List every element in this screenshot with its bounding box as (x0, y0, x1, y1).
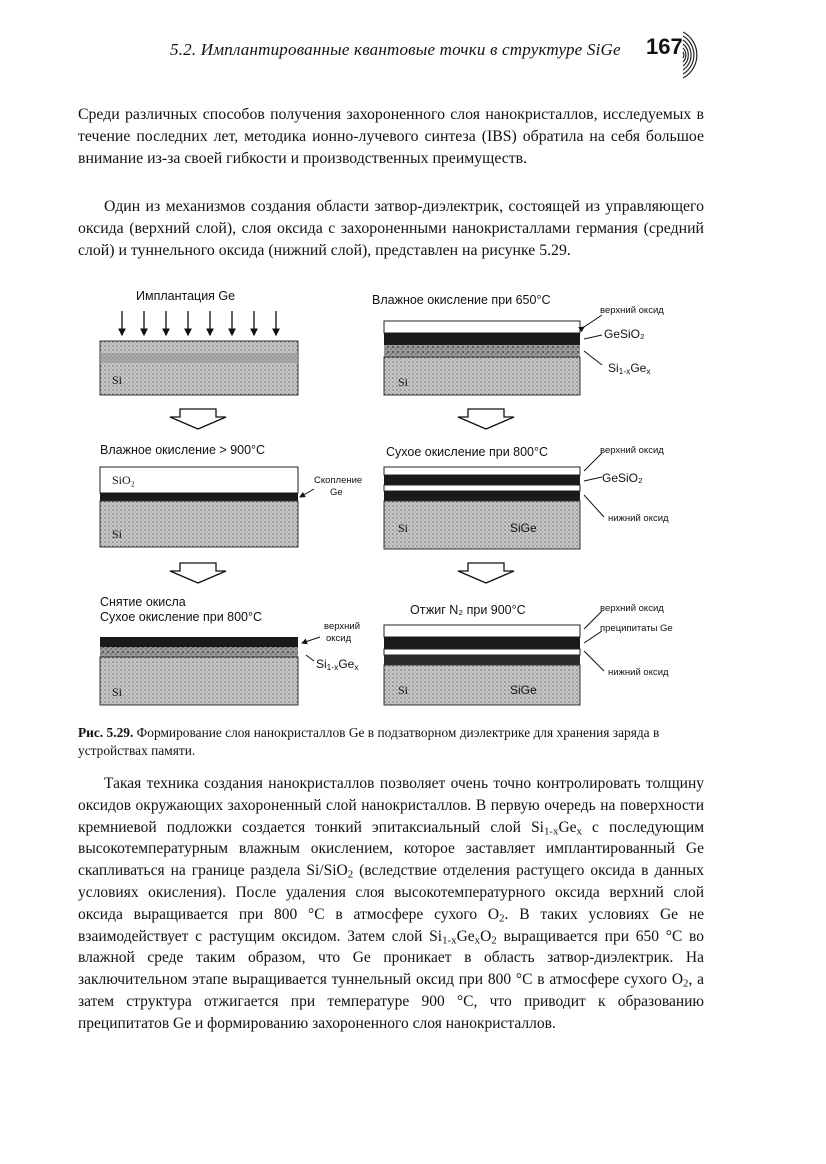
panel-dry-oxidation-800 (384, 453, 604, 549)
figure-caption (78, 724, 704, 760)
panel4-sige-label: SiGe (510, 521, 537, 535)
panel2-title: Влажное окисление при 650°C (372, 293, 551, 307)
panel4-title: Сухое окисление при 800°C (386, 445, 549, 459)
panel6-top-oxide-label: верхний оксид (600, 603, 664, 614)
panel4-bottom-oxide-label: нижний оксид (608, 513, 669, 524)
paragraph-mechanism: Один из механизмов создания области затвор-диэлектрик, состоящей из управляющего оксида (верхний слой), слоя оксида с захороненными нанокристаллами германия (средний слой) и туннельного оксида (нижний слой), представлен на рисунке 5.29. (78, 198, 704, 260)
panel2-top-oxide-label: верхний оксид (600, 305, 664, 316)
panel3-title: Влажное окисление > 900°C (100, 443, 266, 457)
panel-wet-oxidation-650 (384, 315, 602, 395)
panel1-si-label: Si (112, 373, 123, 387)
panel6-si-label: Si (398, 683, 409, 697)
panel5-si-label: Si (112, 685, 123, 699)
panel5-title-line1: Снятие окисла (100, 595, 186, 609)
panel3-si-label: Si (112, 527, 123, 541)
panel4-gesio2-label: GeSiO₂ (602, 471, 643, 485)
page-header (150, 32, 730, 82)
caption-label: Рис. 5.29. (78, 725, 134, 740)
paragraph-technique: Такая техника создания нанокристаллов позволяет очень точно контролировать толщину оксидов окружающих захороненный слой нанокристаллов. В первую очередь на поверхности кремниевой подложки создается тонкий эпитаксиальный слой $Si_{1-x}Ge_x$ с последующим высокотемпературным влажным окислением, которое заставляет имплантированный Ge скапливаться на границе раздела Si/SiO$_2$ (вследствие отделения растущего оксида в данных условиях окисления). После удаления слоя высокотемпературного оксида верхний слой оксида выращивается при 800 °C в атмосфере сухого $O_2$. В таких условиях Ge не взаимодействует с растущим оксидом. Затем слой $Si_{1-x}Ge_xO_2$ выращивается при 650 °C во влажной среде таким образом, что Ge проникает в область затвор-диэлектрик. На заключительном этапе выращивается туннельный оксид при 800 °C в атмосфере сухого $O_2$, а затем структура отжигается при температуре 900 °C, что приводит к образованию преципитатов Ge и формированию захороненного слоя нанокристаллов. (78, 775, 705, 1032)
panel2-gesio2-label: GeSiO₂ (604, 327, 645, 341)
panel5-top-label: верхний (324, 621, 361, 632)
panel6-title: Отжиг N₂ при 900°C (410, 603, 526, 617)
panel2-sige-label: $Si_{1-x}Ge_x$ (608, 361, 651, 377)
panel-oxide-removal (100, 637, 320, 705)
panel1-title: Имплантация Ge (136, 289, 236, 303)
paragraph-intro: Среди различных способов получения захороненного слоя нанокристаллов, исследуемых в течение последних лет, методика ионно-лучевого синтеза (IBS) обратила на себя большое внимание из-за своей гибкости и производственных преимуществ. (78, 106, 704, 168)
panel5-oxide-label: оксид (326, 633, 352, 644)
panel4-si-label: Si (398, 521, 409, 535)
step-arrow (170, 409, 514, 429)
step-arrow (170, 563, 514, 583)
page-number: 167 (646, 34, 683, 59)
panel-implantation (100, 311, 298, 395)
panel3-cluster-ge-label: Ge (330, 487, 343, 498)
panel-anneal-900 (384, 611, 604, 705)
panel3-sio2-label: SiO₂ (112, 473, 135, 487)
panel3-cluster-label: Скопление (314, 475, 363, 486)
page-corner-ornament (675, 26, 735, 82)
panel5-title-line2: Сухое окисление при 800°C (100, 610, 263, 624)
caption-text: Формирование слоя нанокристаллов Ge в подзатворном диэлектрике для хранения заряда в устройствах памяти. (78, 725, 660, 758)
panel6-precipitates-label: преципитаты Ge (600, 623, 673, 634)
figure-5-29 (92, 285, 702, 715)
panel6-sige-label: SiGe (510, 683, 537, 697)
panel2-si-label: Si (398, 375, 409, 389)
running-title: 5.2. Имплантированные квантовые точки в структуре SiGe (170, 40, 621, 59)
panel6-bottom-oxide-label: нижний оксид (608, 667, 669, 678)
panel5-sige-label: $Si_{1-x}Ge_x$ (316, 657, 359, 673)
process-diagram (92, 285, 702, 715)
panel4-top-oxide-label: верхний оксид (600, 445, 664, 456)
